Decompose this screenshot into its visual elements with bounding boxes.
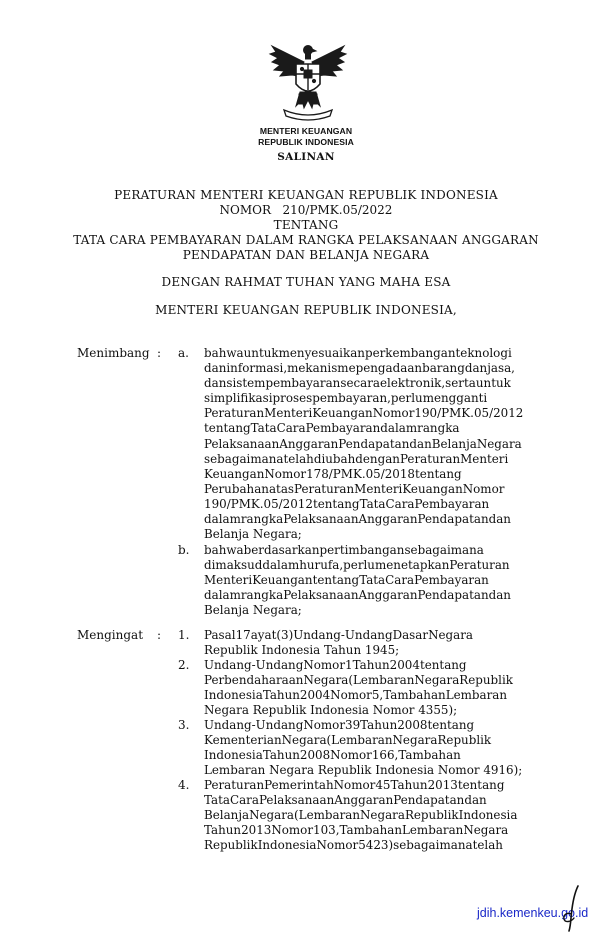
nomor-label: NOMOR xyxy=(219,203,272,217)
text-line: Undang-UndangNomor1Tahun2004tentang xyxy=(204,658,467,672)
paraf-signature-icon xyxy=(558,884,588,932)
mengingat-item-1 xyxy=(204,628,532,658)
garuda-emblem-icon xyxy=(266,40,350,124)
menimbang-label: Menimbang xyxy=(77,346,150,360)
mengingat-item-3 xyxy=(204,718,532,778)
nomor-value: 210/PMK.05/2022 xyxy=(282,203,393,217)
subject-line-2: PENDAPATAN DAN BELANJA NEGARA xyxy=(182,248,430,262)
text-line: sebagaimanatelahdiubahdenganPeraturanMenteri xyxy=(204,451,509,466)
mengingat-item-4 xyxy=(204,778,532,853)
text-line: Negara Republik Indonesia Nomor 4355); xyxy=(204,703,458,718)
text-line: dalamrangkaPelaksanaanAnggaranPendapatandan xyxy=(204,588,511,603)
text-line: bahwauntukmenyesuaikanperkembanganteknologi xyxy=(204,346,512,360)
text-line: 190/PMK.05/2012tentangTataCaraPembayaran xyxy=(204,496,490,511)
text-line: PeraturanPemerintahNomor45Tahun2013tentang xyxy=(204,778,505,792)
mengingat-marker-2: 2. xyxy=(178,658,190,672)
text-line: BelanjaNegara(LembaranNegaraRepublikIndonesia xyxy=(204,808,518,823)
menimbang-item-a xyxy=(204,346,532,542)
text-line: IndonesiaTahun2008Nomor166,Tambahan xyxy=(204,748,461,763)
subject-line-1: TATA CARA PEMBAYARAN DALAM RANGKA PELAKSANAAN ANGGARAN xyxy=(73,233,539,247)
text-line: Republik Indonesia Tahun 1945; xyxy=(204,643,400,658)
mengingat-marker-1: 1. xyxy=(178,628,190,642)
text-line: IndonesiaTahun2004Nomor5,TambahanLembaran xyxy=(204,688,508,703)
mengingat-marker-3: 3. xyxy=(178,718,190,732)
mengingat-label: Mengingat xyxy=(77,628,144,642)
text-line: dalamrangkaPelaksanaanAnggaranPendapatandan xyxy=(204,512,511,527)
text-line: PeraturanMenteriKeuanganNomor190/PMK.05/2012 xyxy=(204,406,524,421)
text-line: Tahun2013Nomor103,TambahanLembaranNegara xyxy=(204,823,509,838)
mengingat-marker-4: 4. xyxy=(178,778,190,792)
mengingat-item-2 xyxy=(204,658,532,718)
text-line: Lembaran Negara Republik Indonesia Nomor 4916); xyxy=(204,763,523,778)
text-line: dimaksuddalamhurufa,perlumenetapkanPeraturan xyxy=(204,558,510,573)
text-line: RepublikIndonesiaNomor5423)sebagaimanatelah xyxy=(204,838,503,853)
text-line: simplifikasiprosespembayaran,perlumengganti xyxy=(204,391,488,406)
text-line: tentangTataCaraPembayarandalamrangka xyxy=(204,421,460,436)
text-line: MenteriKeuangantentangTataCaraPembayaran xyxy=(204,573,489,588)
menimbang-colon: : xyxy=(157,346,162,360)
text-line: TataCaraPelaksanaanAnggaranPendapatandan xyxy=(204,793,487,808)
tentang-heading: TENTANG xyxy=(273,218,339,232)
regulation-number xyxy=(0,203,612,218)
text-line: PerbendaharaanNegara(LembaranNegaraRepublik xyxy=(204,673,513,688)
institution-name: MENTERI KEUANGAN xyxy=(259,126,353,136)
menimbang-marker-b: b. xyxy=(178,543,190,557)
mengingat-colon: : xyxy=(157,628,162,642)
text-line: KementerianNegara(LembaranNegaraRepublik xyxy=(204,733,492,748)
regulation-title: PERATURAN MENTERI KEUANGAN REPUBLIK INDONESIA xyxy=(114,188,498,202)
rahmat-line: DENGAN RAHMAT TUHAN YANG MAHA ESA xyxy=(161,275,451,289)
institution-country: REPUBLIK INDONESIA xyxy=(258,137,354,147)
text-line: daninformasi,mekanismepengadaanbarangdanjasa, xyxy=(204,361,515,376)
jdih-footer-link[interactable]: jdih.kemenkeu.go.id xyxy=(477,906,589,920)
text-line: PerubahanatasPeraturanMenteriKeuanganNomor xyxy=(204,481,505,496)
menteri-line: MENTERI KEUANGAN REPUBLIK INDONESIA, xyxy=(155,303,457,317)
menimbang-item-b xyxy=(204,543,532,618)
menimbang-marker-a: a. xyxy=(178,346,189,360)
text-line: dansistempembayaransecaraelektronik,sertauntuk xyxy=(204,376,511,391)
text-line: Belanja Negara; xyxy=(204,527,302,542)
text-line: Undang-UndangNomor39Tahun2008tentang xyxy=(204,718,475,732)
text-line: Pasal17ayat(3)Undang-UndangDasarNegara xyxy=(204,628,473,642)
copy-stamp-salinan: SALINAN xyxy=(277,151,335,163)
text-line: KeuanganNomor178/PMK.05/2018tentang xyxy=(204,466,462,481)
text-line: Belanja Negara; xyxy=(204,603,302,618)
text-line: bahwaberdasarkanpertimbangansebagaimana xyxy=(204,543,484,557)
text-line: PelaksanaanAnggaranPendapatandanBelanjaNegara xyxy=(204,436,522,451)
